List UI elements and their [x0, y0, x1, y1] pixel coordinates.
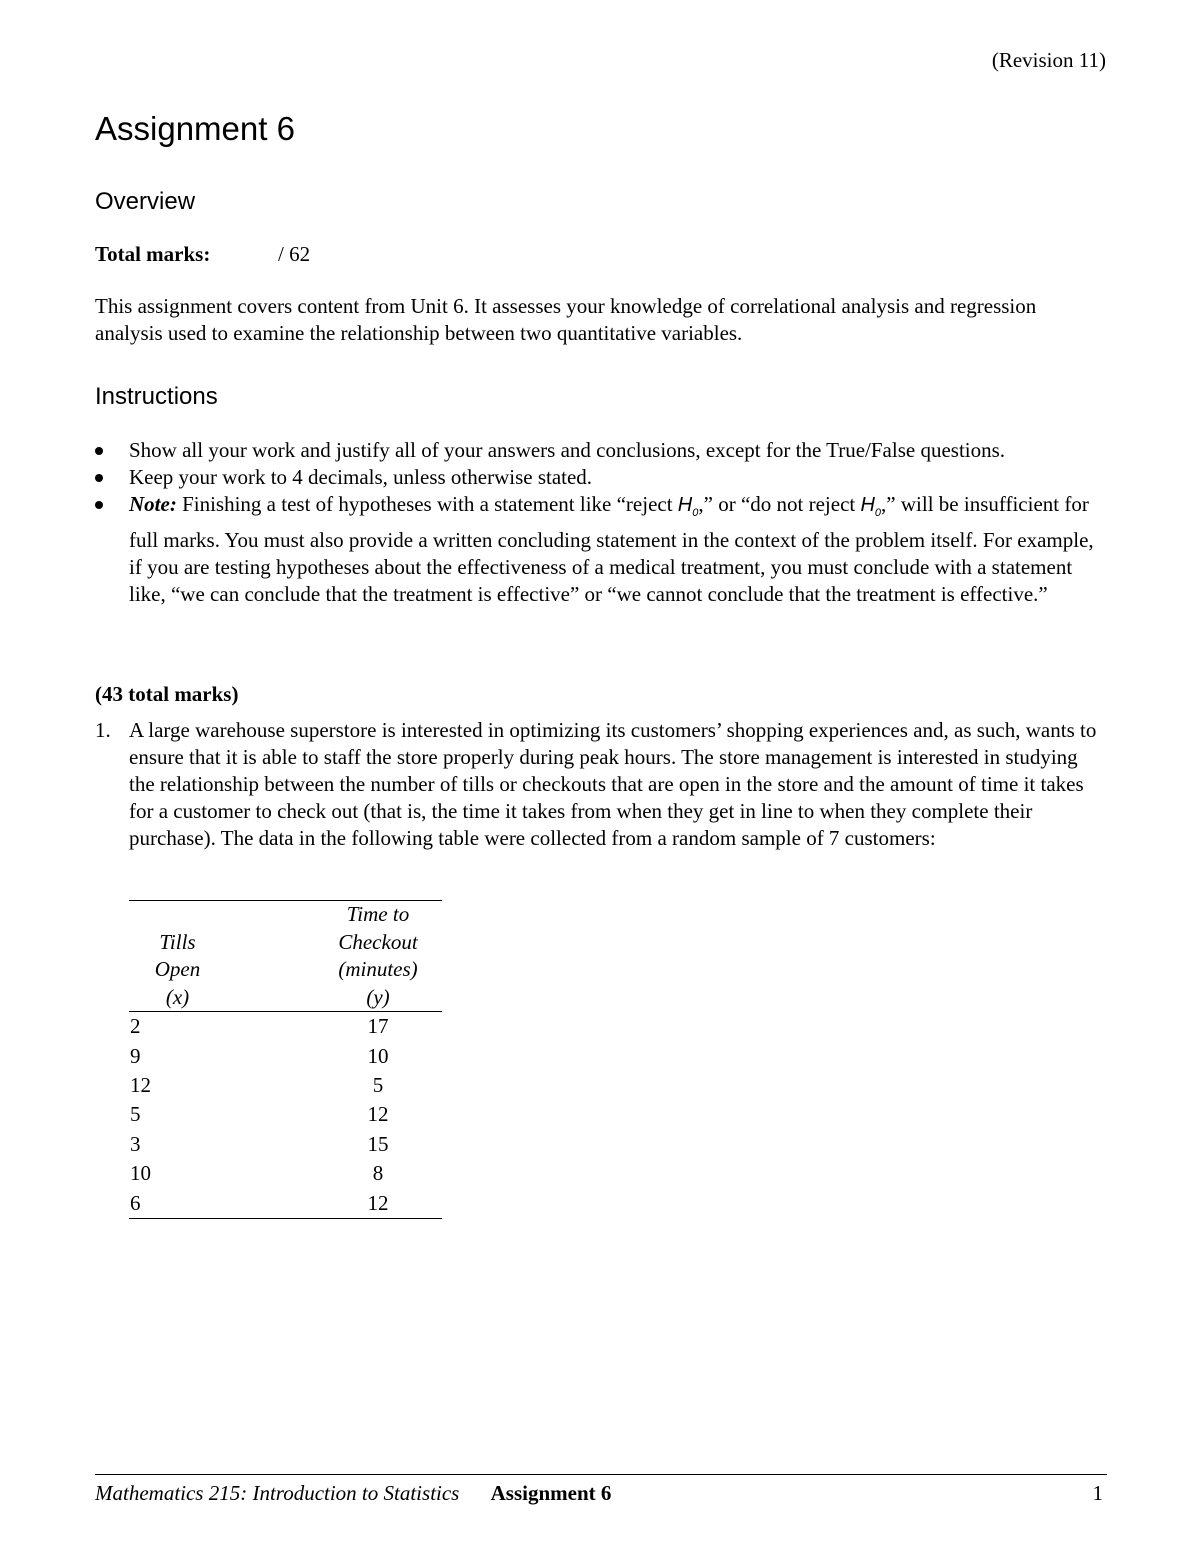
header-line: (minutes) [338, 957, 418, 981]
note-text-3: ,” will be insufficient for full marks. You must also provide a written concluding statement in the context of the problem itself. For example, if you are testing hypotheses about the effectiveness of a medical treatment, you must conclude with a statement like, “we can conclude that the treatment is effective” or “we cannot conclude that the treatment is effective.” [129, 492, 1094, 606]
h0-subscript: 0 [874, 507, 882, 519]
list-item [95, 491, 1107, 608]
cell-x: 6 [129, 1188, 226, 1218]
table-row [129, 1159, 442, 1188]
footer-course: Mathematics 215: Introduction to Statistics [95, 1481, 460, 1505]
header-line: Tills [159, 929, 196, 954]
header-time-to-checkout [226, 901, 442, 1012]
page-title: Assignment 6 [95, 110, 295, 147]
note-text-2: ,” or “do not reject [698, 492, 861, 516]
note-text-1: Finishing a test of hypotheses with a statement like “reject [176, 492, 678, 516]
total-marks-value: / 62 [278, 242, 311, 266]
table-row [129, 1100, 442, 1129]
data-table [129, 900, 442, 1219]
cell-x: 3 [130, 1131, 141, 1156]
table-row [129, 1188, 442, 1218]
table-row [129, 1012, 442, 1042]
header-line: Time to [346, 902, 410, 926]
overview-heading: Overview [95, 188, 196, 215]
cell-x: 12 [130, 1072, 151, 1097]
header-line: Checkout [338, 929, 418, 954]
header-line: (x) [165, 984, 190, 1009]
list-item [95, 437, 1107, 464]
cell-x: 10 [130, 1161, 151, 1186]
page-footer [95, 1481, 1107, 1506]
instructions-heading: Instructions [95, 383, 218, 410]
cell-x: 9 [130, 1043, 141, 1068]
cell-y: 15 [367, 1131, 389, 1156]
cell-y: 12 [226, 1188, 442, 1218]
footer-assignment: Assignment 6 [490, 1481, 612, 1505]
h0-letter: H [677, 494, 693, 516]
table-row [129, 1130, 442, 1159]
instruction-text: Keep your work to 4 decimals, unless otherwise stated. [129, 465, 593, 489]
header-tills-open [129, 901, 226, 1012]
table-row [129, 1071, 442, 1100]
page-number: 1 [1092, 1481, 1103, 1505]
revision-label: (Revision 11) [991, 48, 1106, 72]
bullet-icon [95, 474, 103, 482]
cell-y: 10 [367, 1043, 389, 1068]
instruction-text: Show all your work and justify all of your answers and conclusions, except for the True/False questions. [129, 438, 1006, 462]
table-row [129, 1041, 442, 1070]
bullet-icon [95, 447, 103, 455]
bullet-icon [95, 501, 103, 509]
null-hypothesis-symbol [677, 494, 699, 519]
cell-y: 12 [367, 1102, 389, 1127]
note-label: Note: [129, 492, 177, 516]
footer-divider [95, 1474, 1107, 1475]
question-1 [95, 717, 1107, 852]
list-item [95, 464, 1107, 491]
total-marks-label: Total marks: [95, 242, 211, 266]
cell-x: 2 [130, 1014, 141, 1039]
overview-description: This assignment covers content from Unit 6. It assesses your knowledge of correlational analysis and regression analysis used to examine the relationship between two quantitative variables. [95, 294, 1037, 345]
instructions-list [95, 437, 1107, 608]
table-header-row [129, 901, 442, 1012]
cell-y: 17 [367, 1014, 389, 1039]
h0-subscript: 0 [692, 507, 699, 519]
question-number: 1. [95, 718, 111, 742]
h0-letter: H [860, 494, 875, 516]
null-hypothesis-symbol [860, 494, 882, 519]
header-line: Open [154, 957, 201, 981]
section-marks: (43 total marks) [95, 682, 239, 706]
cell-y: 5 [372, 1072, 384, 1097]
question-text: A large warehouse superstore is interested in optimizing its customers’ shopping experiences and, as such, wants to ensure that it is able to staff the store properly during peak hours. The store management is interested in studying the relationship between the number of tills or checkouts that are open in the store and the amount of time it takes for a customer to check out (that is, the time it takes from when they get in line to when they complete their purchase). The data in the following table were collected from a random sample of 7 customers: [129, 718, 1097, 850]
total-marks [95, 242, 311, 267]
header-line: (y) [366, 984, 390, 1009]
cell-y: 8 [372, 1161, 384, 1186]
cell-x: 5 [130, 1102, 141, 1127]
